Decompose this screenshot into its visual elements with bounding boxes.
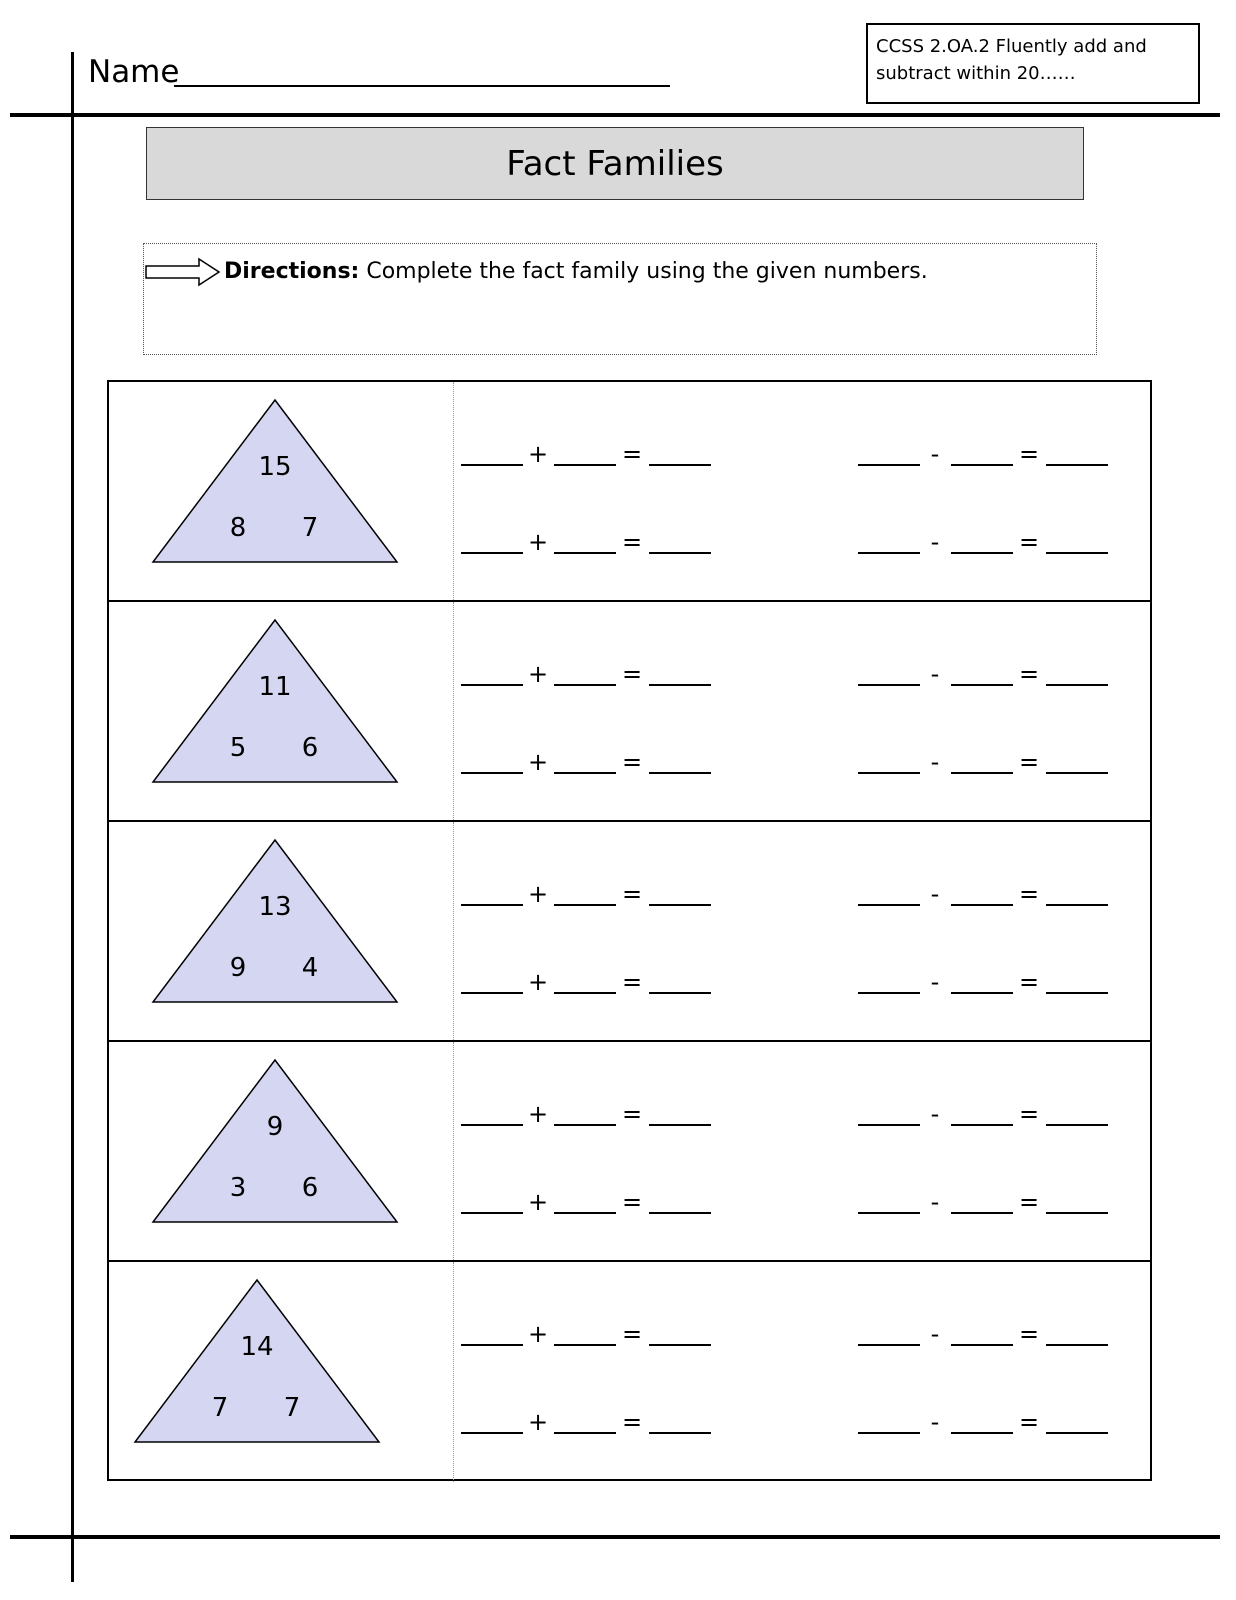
standard-box <box>866 23 1200 104</box>
equals-sign: = <box>1019 440 1040 468</box>
answer-blank[interactable] <box>649 552 711 554</box>
answer-blank[interactable] <box>1046 552 1108 554</box>
answer-blank[interactable] <box>461 904 523 906</box>
whole-number: 13 <box>258 892 292 922</box>
part-number: 7 <box>211 1393 229 1423</box>
answer-blank[interactable] <box>858 904 920 906</box>
answer-blank[interactable] <box>554 1344 616 1346</box>
directions-text <box>224 257 928 287</box>
fact-family-row <box>109 1042 1150 1262</box>
equation <box>858 1187 1118 1217</box>
equals-sign: = <box>1019 1320 1040 1348</box>
directions-instruction: Complete the fact family using the given numbers. <box>359 259 928 284</box>
equation <box>461 659 721 689</box>
answer-blank[interactable] <box>858 464 920 466</box>
standard-text-line-1: CCSS 2.OA.2 Fluently add and <box>876 36 1147 57</box>
equals-sign: = <box>1019 968 1040 996</box>
equation <box>858 967 1118 997</box>
plus-sign: + <box>528 1100 549 1128</box>
answer-blank[interactable] <box>951 904 1013 906</box>
answer-blank[interactable] <box>554 684 616 686</box>
fact-family-row <box>109 602 1150 822</box>
minus-sign: - <box>930 1408 940 1436</box>
answer-blank[interactable] <box>1046 904 1108 906</box>
equation <box>461 527 721 557</box>
equation <box>461 439 721 469</box>
equation <box>858 879 1118 909</box>
minus-sign: - <box>930 968 940 996</box>
plus-sign: + <box>528 660 549 688</box>
answer-blank[interactable] <box>649 1212 711 1214</box>
part-number: 6 <box>301 1173 319 1203</box>
answer-blank[interactable] <box>649 684 711 686</box>
answer-blank[interactable] <box>1046 464 1108 466</box>
answer-blank[interactable] <box>858 1124 920 1126</box>
equation <box>461 747 721 777</box>
answer-blank[interactable] <box>554 1212 616 1214</box>
equation <box>461 967 721 997</box>
equation <box>461 1099 721 1129</box>
margin-line <box>71 52 74 1582</box>
answer-blank[interactable] <box>554 552 616 554</box>
minus-sign: - <box>930 660 940 688</box>
answer-blank[interactable] <box>461 684 523 686</box>
page-title: Fact Families <box>146 127 1084 200</box>
part-number: 5 <box>229 733 247 763</box>
answer-blank[interactable] <box>649 1124 711 1126</box>
equation <box>858 1099 1118 1129</box>
footer-rule <box>10 1535 1220 1539</box>
answer-blank[interactable] <box>951 1432 1013 1434</box>
answer-blank[interactable] <box>1046 992 1108 994</box>
answer-blank[interactable] <box>1046 684 1108 686</box>
minus-sign: - <box>930 440 940 468</box>
directions-box <box>143 243 1097 355</box>
minus-sign: - <box>930 528 940 556</box>
answer-blank[interactable] <box>554 1432 616 1434</box>
answer-blank[interactable] <box>951 1344 1013 1346</box>
header-rule <box>10 113 1220 117</box>
answer-blank[interactable] <box>1046 1212 1108 1214</box>
answer-blank[interactable] <box>461 1344 523 1346</box>
answer-blank[interactable] <box>649 772 711 774</box>
answer-blank[interactable] <box>858 1212 920 1214</box>
plus-sign: + <box>528 1320 549 1348</box>
whole-number: 11 <box>258 672 292 702</box>
fact-family-row <box>109 822 1150 1042</box>
equation <box>461 1407 721 1437</box>
answer-blank[interactable] <box>951 772 1013 774</box>
standard-text-line-2: subtract within 20…… <box>876 63 1076 84</box>
answer-blank[interactable] <box>461 992 523 994</box>
answer-blank[interactable] <box>951 684 1013 686</box>
directions-label: Directions: <box>224 259 360 284</box>
answer-blank[interactable] <box>858 992 920 994</box>
answer-blank[interactable] <box>554 464 616 466</box>
plus-sign: + <box>528 968 549 996</box>
minus-sign: - <box>930 748 940 776</box>
minus-sign: - <box>930 880 940 908</box>
answer-blank[interactable] <box>858 1432 920 1434</box>
fact-triangle <box>109 1262 454 1482</box>
answer-blank[interactable] <box>1046 1432 1108 1434</box>
equation <box>858 527 1118 557</box>
answer-blank[interactable] <box>951 1212 1013 1214</box>
plus-sign: + <box>528 1408 549 1436</box>
answer-blank[interactable] <box>1046 1344 1108 1346</box>
equals-sign: = <box>1019 748 1040 776</box>
equals-sign: = <box>622 880 643 908</box>
plus-sign: + <box>528 748 549 776</box>
answer-blank[interactable] <box>951 464 1013 466</box>
equals-sign: = <box>1019 660 1040 688</box>
part-number: 4 <box>301 953 319 983</box>
equation <box>461 1319 721 1349</box>
fact-triangle <box>109 382 454 602</box>
equals-sign: = <box>622 528 643 556</box>
answer-blank[interactable] <box>649 464 711 466</box>
plus-sign: + <box>528 528 549 556</box>
equals-sign: = <box>1019 880 1040 908</box>
fact-family-row <box>109 382 1150 602</box>
equals-sign: = <box>622 1320 643 1348</box>
answer-blank[interactable] <box>951 1124 1013 1126</box>
fact-family-row <box>109 1262 1150 1482</box>
part-number: 7 <box>283 1393 301 1423</box>
part-number: 6 <box>301 733 319 763</box>
answer-blank[interactable] <box>858 552 920 554</box>
equation <box>858 747 1118 777</box>
answer-blank[interactable] <box>858 1344 920 1346</box>
answer-blank[interactable] <box>554 904 616 906</box>
equation <box>461 1187 721 1217</box>
answer-blank[interactable] <box>461 772 523 774</box>
answer-blank[interactable] <box>649 1432 711 1434</box>
answer-blank[interactable] <box>649 992 711 994</box>
answer-blank[interactable] <box>649 904 711 906</box>
answer-blank[interactable] <box>461 1212 523 1214</box>
equals-sign: = <box>1019 528 1040 556</box>
equals-sign: = <box>622 660 643 688</box>
fact-family-grid <box>107 380 1152 1481</box>
equation <box>858 439 1118 469</box>
equation <box>858 1407 1118 1437</box>
fact-triangle <box>109 1042 454 1262</box>
equals-sign: = <box>622 1100 643 1128</box>
equals-sign: = <box>1019 1408 1040 1436</box>
whole-number: 14 <box>240 1332 274 1362</box>
answer-blank[interactable] <box>461 552 523 554</box>
answer-blank[interactable] <box>858 772 920 774</box>
plus-sign: + <box>528 880 549 908</box>
equals-sign: = <box>1019 1188 1040 1216</box>
answer-blank[interactable] <box>554 992 616 994</box>
part-number: 7 <box>301 513 319 543</box>
equals-sign: = <box>622 748 643 776</box>
part-number: 9 <box>229 953 247 983</box>
equals-sign: = <box>622 440 643 468</box>
whole-number: 15 <box>258 452 292 482</box>
equation <box>858 659 1118 689</box>
arrow-right-icon <box>145 257 221 287</box>
equation <box>858 1319 1118 1349</box>
equals-sign: = <box>622 968 643 996</box>
plus-sign: + <box>528 440 549 468</box>
equals-sign: = <box>622 1408 643 1436</box>
answer-blank[interactable] <box>649 1344 711 1346</box>
plus-sign: + <box>528 1188 549 1216</box>
name-field[interactable] <box>88 52 688 92</box>
whole-number: 9 <box>266 1112 284 1142</box>
name-label: Name <box>88 54 180 90</box>
minus-sign: - <box>930 1100 940 1128</box>
part-number: 3 <box>229 1173 247 1203</box>
equals-sign: = <box>622 1188 643 1216</box>
answer-blank[interactable] <box>951 992 1013 994</box>
answer-blank[interactable] <box>1046 772 1108 774</box>
minus-sign: - <box>930 1320 940 1348</box>
answer-blank[interactable] <box>461 1432 523 1434</box>
fact-triangle <box>109 822 454 1042</box>
answer-blank[interactable] <box>554 1124 616 1126</box>
answer-blank[interactable] <box>858 684 920 686</box>
answer-blank[interactable] <box>554 772 616 774</box>
answer-blank[interactable] <box>951 552 1013 554</box>
answer-blank[interactable] <box>1046 1124 1108 1126</box>
minus-sign: - <box>930 1188 940 1216</box>
name-blank[interactable] <box>174 85 670 87</box>
answer-blank[interactable] <box>461 464 523 466</box>
part-number: 8 <box>229 513 247 543</box>
equation <box>461 879 721 909</box>
answer-blank[interactable] <box>461 1124 523 1126</box>
fact-triangle <box>109 602 454 822</box>
equals-sign: = <box>1019 1100 1040 1128</box>
